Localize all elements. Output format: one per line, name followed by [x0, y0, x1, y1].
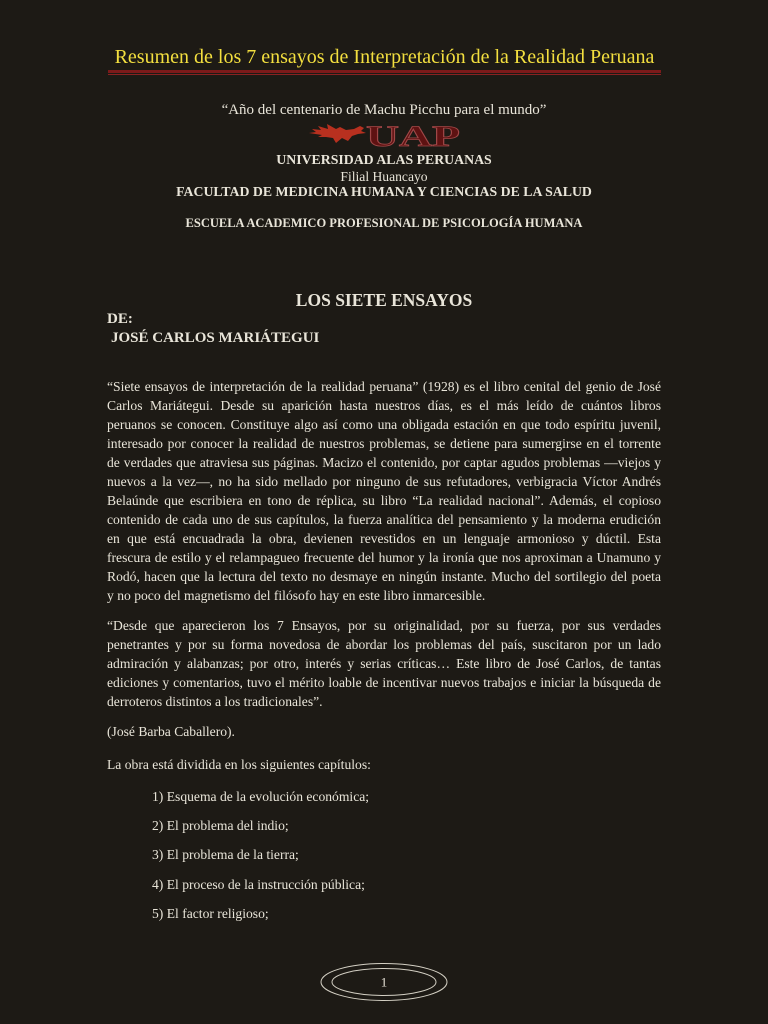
- chapter-item: 5) El factor religioso;: [152, 905, 269, 921]
- paragraph-line: interesado por conocer la realidad de nuestros problemas, se detiene para sumergirse en el torrente: [107, 436, 661, 451]
- paragraph-line: y no poco del magnetismo del filósofo hay en este libro inmarcesible.: [107, 588, 486, 603]
- faculty-name: FACULTAD DE MEDICINA HUMANA Y CIENCIAS DE LA SALUD: [176, 184, 592, 199]
- year-motto: “Año del centenario de Machu Picchu para el mundo”: [221, 102, 547, 118]
- logo-lettering: UAP: [366, 121, 460, 149]
- chapters-intro: La obra está dividida en los siguientes capítulos:: [107, 757, 371, 772]
- title-divider: [108, 70, 661, 75]
- paragraph-line: nuevos a la vez—, no ha sido mellado por ninguno de sus refutadores, verbigracia Víctor Andrés: [107, 474, 661, 489]
- page-number: 1: [380, 974, 388, 990]
- paragraph-line: admiración y alabanzas; por otro, interés y serias críticas… Este libro de José Carlos, de tantas: [107, 656, 661, 671]
- chapter-item: 4) El proceso de la instrucción pública;: [152, 876, 365, 892]
- by-label: DE:: [107, 311, 133, 327]
- chapter-item: 1) Esquema de la evolución económica;: [152, 788, 370, 804]
- document-title: Resumen de los 7 ensayos de Interpretación de la Realidad Peruana: [114, 46, 655, 68]
- school-name: ESCUELA ACADEMICO PROFESIONAL DE PSICOLOGÍA HUMANA: [185, 216, 583, 230]
- university-name: UNIVERSIDAD ALAS PERUANAS: [276, 152, 492, 167]
- paragraph-summary: [107, 377, 661, 605]
- paragraph-line: “Siete ensayos de interpretación de la realidad peruana” (1928) es el libro cenital del genio de José: [107, 379, 661, 394]
- author-name: JOSÉ CARLOS MARIÁTEGUI: [111, 330, 320, 346]
- branch-name: Filial Huancayo: [340, 169, 428, 184]
- work-title: LOS SIETE ENSAYOS: [295, 290, 473, 310]
- condor-logo-icon: [309, 124, 366, 143]
- chapter-item: 3) El problema de la tierra;: [152, 846, 299, 862]
- page-number-badge: [318, 960, 450, 1004]
- paragraph-quote: [107, 616, 661, 711]
- paragraph-line: “Desde que aparecieron los 7 Ensayos, por su originalidad, por su fuerza, por sus verdades: [107, 618, 661, 633]
- paragraph-line: frescura de estilo y el relampagueo frecuente del humor y la ironía que nos aproximan a Unamuno y: [107, 550, 661, 565]
- paragraph-line: de verdades que atraviesa sus páginas. Macizo el contenido, por captar agudos problemas —viejos y: [107, 455, 661, 470]
- paragraph-line: Rodó, hacen que la lectura del texto no desmaye en ningún instante. Mucho del sortilegio del poeta: [107, 569, 661, 584]
- paragraph-line: Carlos Mariátegui. Desde su aparición hasta nuestros días, es el más leído de cuántos libros: [107, 398, 661, 413]
- paragraph-line: Belaúnde que escribiera en tono de réplica, su libro “La realidad nacional”. Además, el copioso: [107, 493, 661, 508]
- paragraph-line: contenido de cada uno de sus capítulos, la fuerza analítica del pensamiento y la moderna erudición: [107, 512, 661, 527]
- quote-citation: (José Barba Caballero).: [107, 724, 235, 739]
- paragraph-line: derroteros distintos a los tradicionales”.: [107, 694, 323, 709]
- chapter-item: 2) El problema del indio;: [152, 817, 289, 833]
- paragraph-line: peruanos se conocen. Constituye algo así como una obligada estación en que todo espíritu juvenil,: [107, 417, 661, 432]
- paragraph-line: penetrantes y por su forma novedosa de abordar los problemas del país, suscitaron por un lado: [107, 637, 661, 652]
- university-logo: [306, 121, 462, 149]
- paragraph-line: ediciones y comentarios, tuvo el mérito loable de incentivar nuevos trabajos e iniciar la búsqueda de: [107, 675, 661, 690]
- paragraph-line: en que está encuadrada la obra, devienen revestidos en un lenguaje armonioso y dúctil. Esta: [107, 531, 661, 546]
